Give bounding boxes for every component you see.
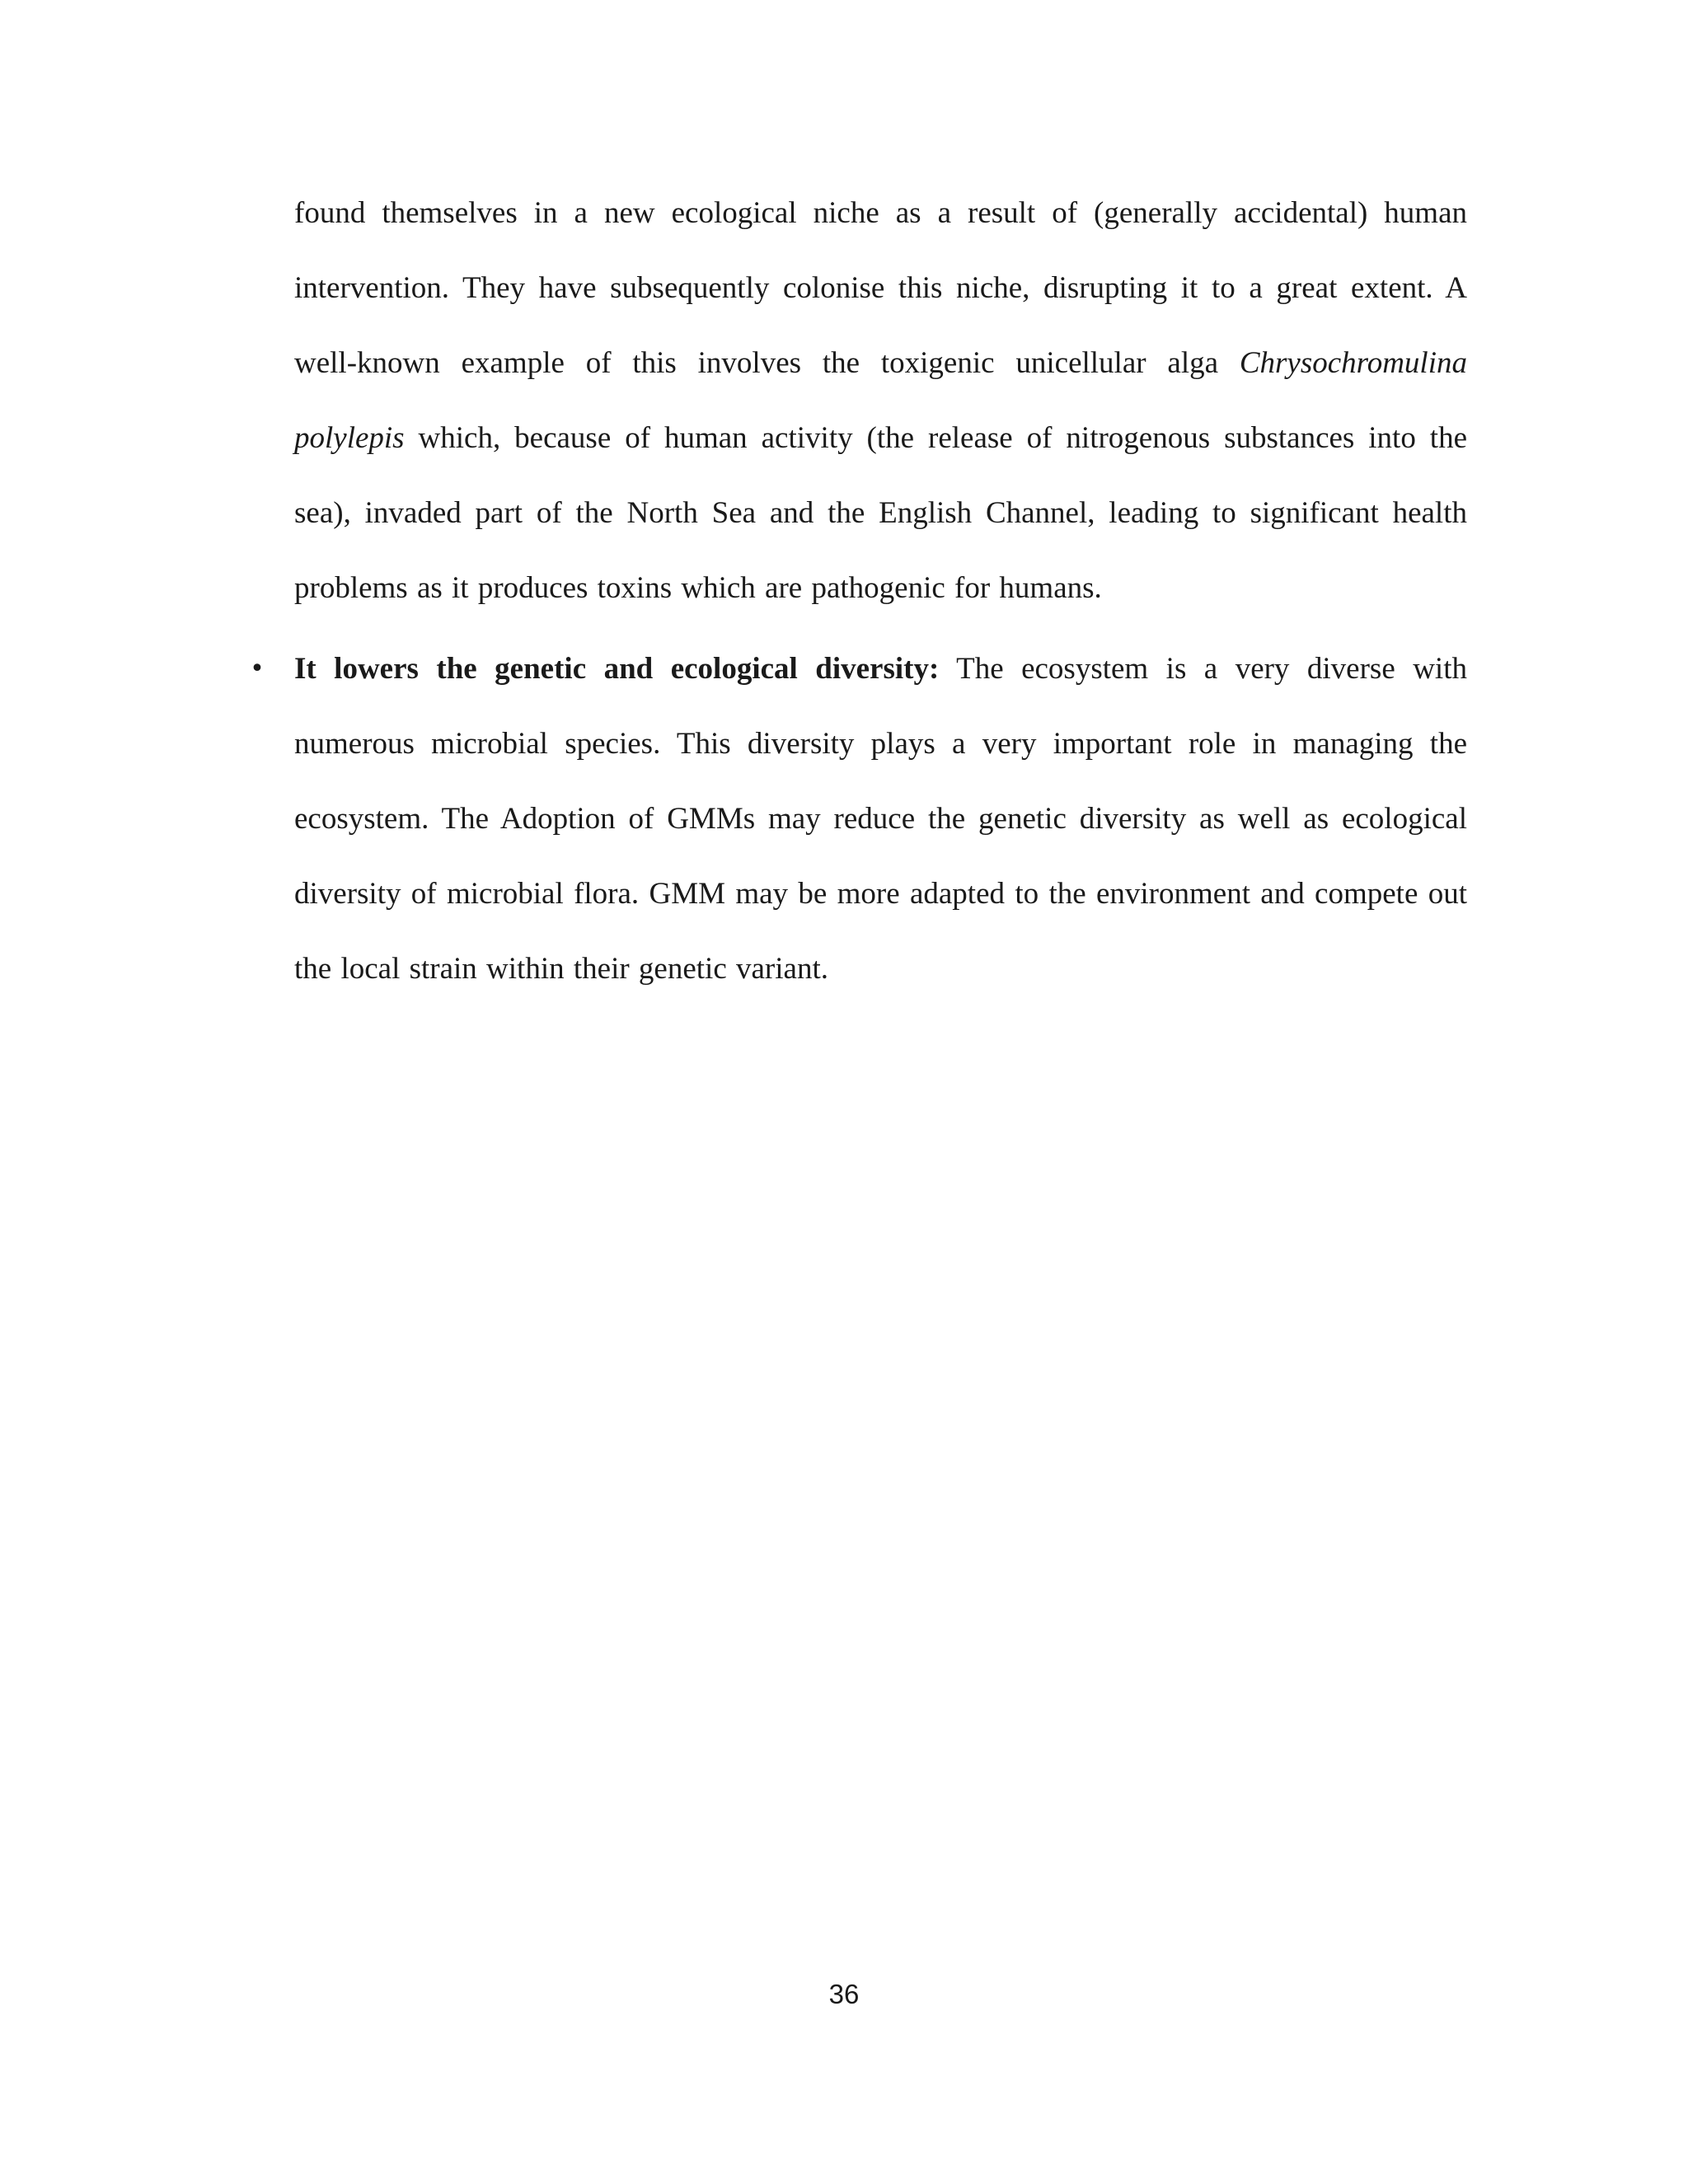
page-number: 36: [828, 1979, 860, 2009]
bullet-list-item: [250, 631, 1467, 1006]
bullet-text: [294, 631, 1467, 1006]
continued-paragraph: [294, 176, 1467, 626]
paragraph-text-before-species: found themselves in a new ecological niche as a result of (generally accidental) human intervention. They have subsequently colonise this niche, disrupting it to a great extent. A well-known example of this involves the toxigenic unicellular alga: [294, 196, 1467, 380]
paragraph-text-after-species: which, because of human activity (the release of nitrogenous substances into the sea), invaded part of the North Sea and the English Channel, leading to significant health problems as it produces toxins which are pathogenic for humans.: [294, 421, 1467, 605]
bullet-lead-heading: It lowers the genetic and ecological diversity:: [294, 652, 940, 686]
bullet-body-text: The ecosystem is a very diverse with numerous microbial species. This diversity plays a very important role in managing the ecosystem. The Adoption of GMMs may reduce the genetic diversity as well as ecological diversity of microbial flora. GMM may be more adapted to the environment and compete out the local strain within their genetic variant.: [294, 652, 1467, 986]
species-name: Chrysochromulina polylepis: [294, 346, 1467, 455]
bullet-marker: •: [250, 654, 265, 683]
paragraph-text: [294, 176, 1467, 626]
